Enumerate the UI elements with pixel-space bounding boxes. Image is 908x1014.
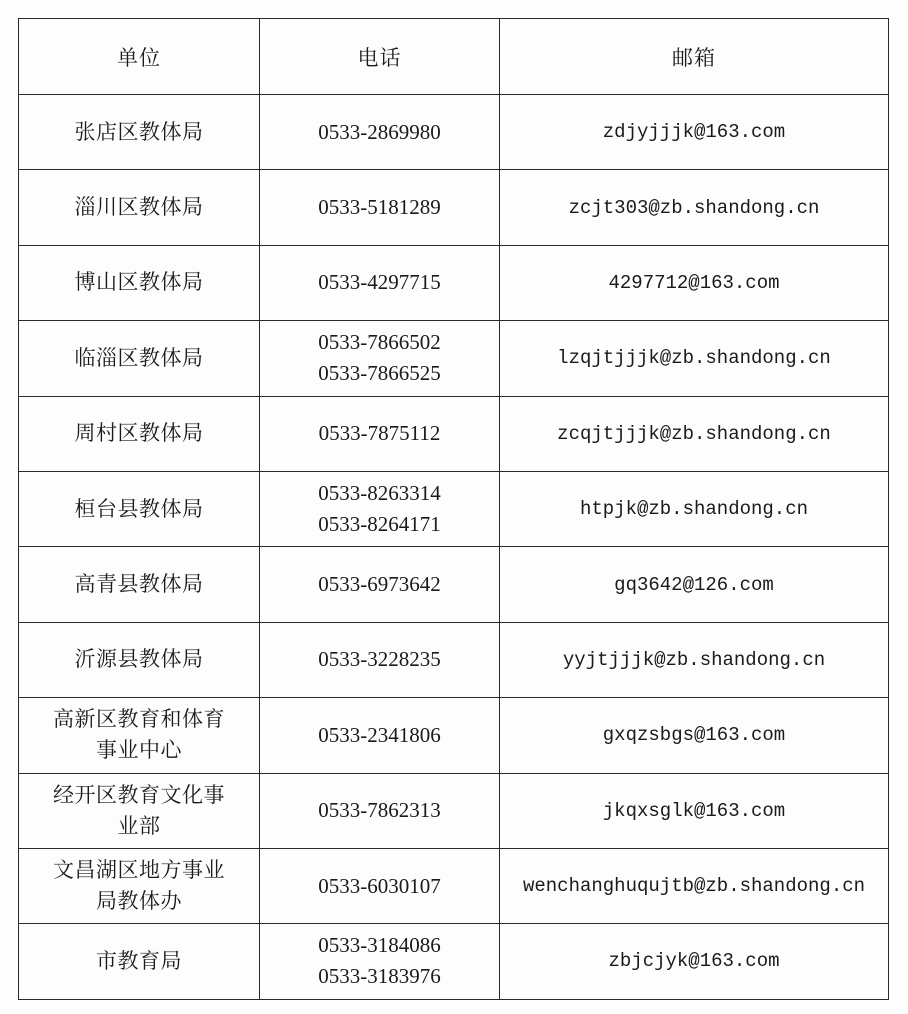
phone-cell bbox=[260, 622, 500, 697]
phone-number: 0533-3228235 bbox=[318, 647, 441, 672]
table-row bbox=[19, 698, 889, 773]
unit-name: 市教育局 bbox=[96, 948, 182, 973]
email-cell bbox=[500, 321, 889, 396]
unit-name: 高青县教体局 bbox=[74, 572, 204, 597]
unit-name: 事业中心 bbox=[96, 738, 182, 763]
unit-name: 文昌湖区地方事业 bbox=[53, 858, 225, 883]
unit-cell bbox=[19, 622, 260, 697]
email-address: zbjcjyk@163.com bbox=[608, 950, 780, 973]
email-address: yyjtjjjk@zb.shandong.cn bbox=[562, 648, 826, 671]
phone-number: 0533-7862313 bbox=[318, 798, 441, 823]
email-address: gq3642@126.com bbox=[614, 573, 774, 596]
unit-name: 高新区教育和体育 bbox=[53, 707, 225, 732]
email-cell bbox=[500, 547, 889, 622]
unit-name: 局教体办 bbox=[96, 889, 182, 914]
unit-cell bbox=[19, 170, 260, 245]
phone-number: 0533-3183976 bbox=[318, 964, 441, 989]
header-phone: 电话 bbox=[260, 19, 500, 95]
unit-name: 桓台县教体局 bbox=[74, 496, 204, 521]
email-address: htpjk@zb.shandong.cn bbox=[579, 498, 809, 521]
phone-cell bbox=[260, 698, 500, 773]
phone-number: 0533-8264171 bbox=[318, 512, 441, 537]
unit-name: 业部 bbox=[117, 813, 161, 838]
email-cell bbox=[500, 170, 889, 245]
phone-number: 0533-2341806 bbox=[318, 722, 441, 747]
email-cell bbox=[500, 396, 889, 471]
unit-cell bbox=[19, 321, 260, 396]
unit-name: 沂源县教体局 bbox=[74, 647, 204, 672]
table-row bbox=[19, 848, 889, 923]
table-body bbox=[19, 95, 889, 1000]
phone-cell bbox=[260, 95, 500, 170]
unit-cell bbox=[19, 471, 260, 546]
email-address: 4297712@163.com bbox=[608, 271, 780, 294]
unit-name: 临淄区教体局 bbox=[74, 345, 204, 370]
email-cell bbox=[500, 245, 889, 320]
phone-cell bbox=[260, 321, 500, 396]
email-cell bbox=[500, 698, 889, 773]
table-row bbox=[19, 170, 889, 245]
phone-cell bbox=[260, 170, 500, 245]
table-header-row bbox=[19, 19, 889, 95]
email-cell bbox=[500, 95, 889, 170]
table-row bbox=[19, 547, 889, 622]
table-row bbox=[19, 924, 889, 999]
phone-cell bbox=[260, 848, 500, 923]
phone-number: 0533-3184086 bbox=[318, 933, 441, 958]
unit-cell bbox=[19, 698, 260, 773]
unit-cell bbox=[19, 547, 260, 622]
table-row bbox=[19, 773, 889, 848]
phone-cell bbox=[260, 396, 500, 471]
email-address: zcjt303@zb.shandong.cn bbox=[568, 196, 820, 219]
unit-name: 淄川区教体局 bbox=[74, 195, 204, 220]
email-address: gxqzsbgs@163.com bbox=[602, 724, 786, 747]
phone-number: 0533-7866525 bbox=[318, 361, 441, 386]
contact-table bbox=[18, 18, 889, 1000]
phone-cell bbox=[260, 245, 500, 320]
email-cell bbox=[500, 773, 889, 848]
unit-name: 博山区教体局 bbox=[74, 270, 204, 295]
email-address: zcqjtjjjk@zb.shandong.cn bbox=[557, 422, 831, 445]
header-email: 邮箱 bbox=[500, 19, 889, 95]
email-cell bbox=[500, 471, 889, 546]
phone-cell bbox=[260, 773, 500, 848]
header-unit: 单位 bbox=[19, 19, 260, 95]
email-address: jkqxsglk@163.com bbox=[602, 799, 786, 822]
unit-cell bbox=[19, 848, 260, 923]
email-cell bbox=[500, 622, 889, 697]
unit-cell bbox=[19, 773, 260, 848]
unit-name: 经开区教育文化事 bbox=[53, 782, 225, 807]
phone-cell bbox=[260, 924, 500, 999]
table-row bbox=[19, 396, 889, 471]
email-cell bbox=[500, 924, 889, 999]
table-row bbox=[19, 95, 889, 170]
unit-cell bbox=[19, 95, 260, 170]
unit-name: 周村区教体局 bbox=[74, 421, 204, 446]
unit-cell bbox=[19, 245, 260, 320]
table-row bbox=[19, 245, 889, 320]
phone-number: 0533-6973642 bbox=[318, 572, 441, 597]
unit-cell bbox=[19, 396, 260, 471]
table-row bbox=[19, 622, 889, 697]
phone-number: 0533-6030107 bbox=[318, 873, 441, 898]
phone-number: 0533-4297715 bbox=[318, 270, 441, 295]
email-address: wenchanghuqujtb@zb.shandong.cn bbox=[522, 875, 866, 898]
email-address: zdjyjjjk@163.com bbox=[602, 121, 786, 144]
phone-number: 0533-8263314 bbox=[318, 481, 441, 506]
phone-cell bbox=[260, 547, 500, 622]
phone-number: 0533-2869980 bbox=[318, 119, 441, 144]
phone-number: 0533-5181289 bbox=[318, 195, 441, 220]
table-row bbox=[19, 471, 889, 546]
phone-number: 0533-7875112 bbox=[318, 421, 441, 446]
email-cell bbox=[500, 848, 889, 923]
table-row bbox=[19, 321, 889, 396]
unit-cell bbox=[19, 924, 260, 999]
unit-name: 张店区教体局 bbox=[74, 119, 204, 144]
email-address: lzqjtjjjk@zb.shandong.cn bbox=[557, 347, 831, 370]
phone-number: 0533-7866502 bbox=[318, 330, 441, 355]
phone-cell bbox=[260, 471, 500, 546]
